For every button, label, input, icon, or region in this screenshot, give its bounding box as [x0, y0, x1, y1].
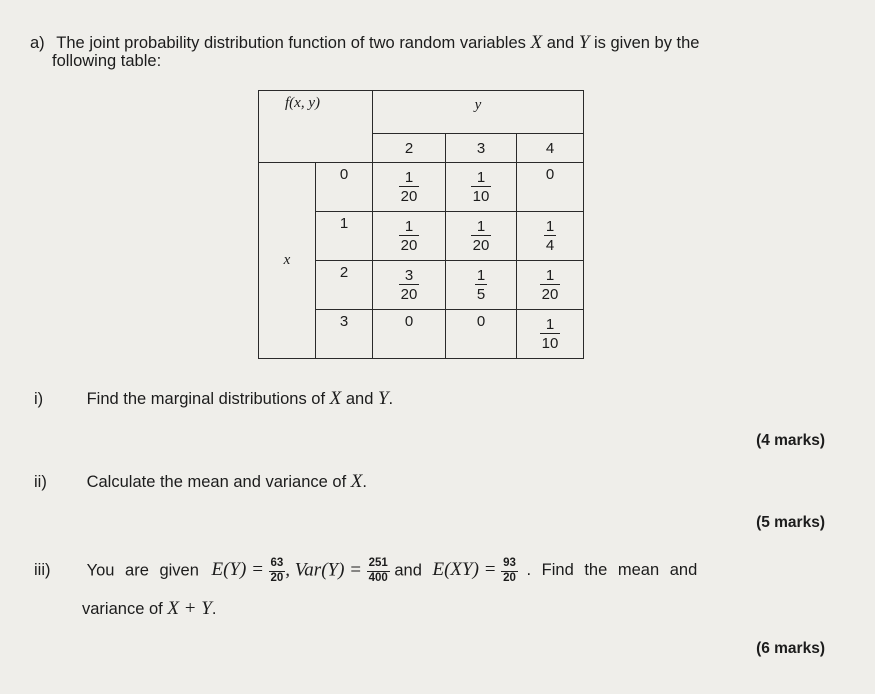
- question-and: and: [345, 390, 374, 408]
- fraction: [399, 170, 420, 204]
- fraction: [540, 268, 561, 302]
- y-value: 3: [446, 134, 517, 163]
- prob-cell: [517, 310, 584, 359]
- intro-line-2: following table:: [52, 52, 162, 70]
- question-and: and: [394, 561, 422, 580]
- numerator: 1: [545, 267, 555, 284]
- intro-text-b: is given by the: [593, 34, 700, 52]
- y-value: 2: [373, 134, 446, 163]
- corner-cell: f(x, y): [259, 91, 373, 163]
- denominator: 20: [270, 571, 284, 584]
- question-period: .: [362, 473, 367, 491]
- prob-cell: [446, 261, 517, 310]
- var-y: Y: [377, 388, 389, 409]
- x-value: 1: [316, 212, 373, 261]
- question-text: variance of: [82, 600, 163, 618]
- fraction: [475, 268, 487, 302]
- fraction: [501, 558, 518, 584]
- intro-and: and: [546, 34, 575, 52]
- numerator: 1: [404, 218, 414, 235]
- question-number: ii): [34, 473, 47, 491]
- expectation-y: E(Y) =: [211, 559, 264, 581]
- sum-x-y: X + Y: [167, 598, 212, 619]
- joint-probability-table: [258, 90, 584, 359]
- marks-badge: (4 marks): [756, 432, 825, 449]
- table-row: [259, 163, 584, 212]
- x-value: 0: [316, 163, 373, 212]
- intro-line-1: [30, 32, 699, 54]
- var-x: X: [350, 471, 363, 492]
- intro-text-a: The joint probability distribution function of two random variables: [56, 34, 526, 52]
- var-y: Y: [578, 32, 590, 53]
- prob-cell: 0: [446, 310, 517, 359]
- marks-badge: (6 marks): [756, 640, 825, 657]
- prob-cell: [373, 261, 446, 310]
- prob-cell: 0: [373, 310, 446, 359]
- fraction: [399, 268, 420, 302]
- numerator: 1: [476, 169, 486, 186]
- fraction: [540, 317, 561, 351]
- prob-cell: [446, 163, 517, 212]
- numerator: 1: [476, 218, 486, 235]
- prob-cell: 0: [517, 163, 584, 212]
- fraction: [471, 219, 492, 253]
- fraction: [367, 558, 390, 584]
- x-header: x: [259, 163, 316, 359]
- question-number: i): [34, 390, 44, 408]
- prob-cell: [446, 212, 517, 261]
- marks-badge: (5 marks): [756, 514, 825, 531]
- numerator: 1: [476, 267, 486, 284]
- question-3-line-1: [34, 558, 697, 584]
- fraction: [544, 219, 556, 253]
- expectation-xy: E(XY) =: [432, 559, 497, 581]
- numerator: 1: [545, 316, 555, 333]
- denominator: 20: [472, 237, 490, 254]
- denominator: 20: [400, 188, 418, 205]
- denominator: 10: [472, 188, 490, 205]
- y-value: 4: [517, 134, 584, 163]
- question-text-b: . Find the mean and: [526, 561, 698, 580]
- numerator: 1: [545, 218, 555, 235]
- var-x: X: [329, 388, 342, 409]
- denominator: 20: [503, 571, 516, 584]
- denominator: 20: [400, 237, 418, 254]
- question-2: [34, 471, 367, 493]
- y-header: y: [373, 91, 584, 134]
- x-value: 2: [316, 261, 373, 310]
- prob-cell: [517, 261, 584, 310]
- denominator: 20: [400, 286, 418, 303]
- prob-cell: [373, 212, 446, 261]
- question-period: .: [388, 390, 394, 408]
- question-period: .: [211, 600, 217, 618]
- denominator: 20: [541, 286, 559, 303]
- fraction: [471, 170, 492, 204]
- numerator: 63: [270, 557, 284, 569]
- denominator: 400: [368, 571, 388, 584]
- numerator: 93: [503, 557, 516, 569]
- numerator: 1: [404, 169, 414, 186]
- question-text: You are given: [86, 561, 199, 580]
- part-label: a): [30, 34, 45, 52]
- table-header-row: [259, 91, 584, 134]
- question-number: iii): [34, 561, 51, 580]
- x-value: 3: [316, 310, 373, 359]
- numerator: 251: [368, 557, 388, 569]
- denominator: 4: [545, 237, 555, 254]
- variance-y: , Var(Y) =: [285, 559, 362, 581]
- question-text: Find the marginal distributions of: [86, 390, 326, 408]
- denominator: 5: [476, 286, 486, 303]
- fraction: [399, 219, 420, 253]
- prob-cell: [373, 163, 446, 212]
- question-3-line-2: [82, 598, 216, 620]
- question-text: Calculate the mean and variance of: [86, 473, 347, 491]
- question-1: [34, 388, 393, 410]
- denominator: 10: [541, 335, 559, 352]
- numerator: 3: [404, 267, 414, 284]
- prob-cell: [517, 212, 584, 261]
- fraction: [269, 558, 286, 584]
- var-x: X: [530, 32, 543, 53]
